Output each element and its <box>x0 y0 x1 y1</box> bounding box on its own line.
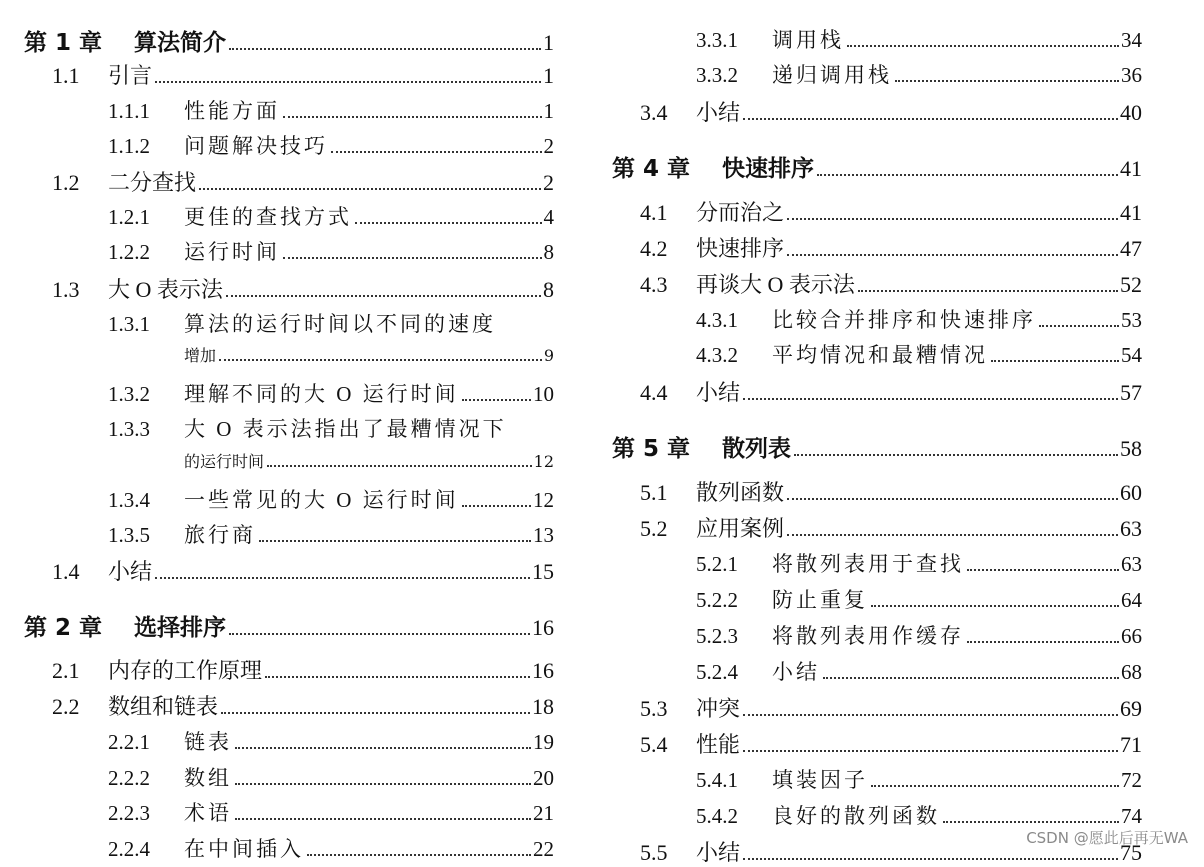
toc-title: 小结 <box>696 100 741 125</box>
dot-leader <box>743 750 1118 752</box>
toc-page-number: 8 <box>543 277 554 302</box>
toc-entry <box>612 24 1142 54</box>
toc-number: 1.3.5 <box>108 523 150 547</box>
toc-entry <box>612 476 1142 507</box>
toc-number: 3.4 <box>640 100 668 125</box>
toc-entry <box>612 656 1142 686</box>
toc-number: 第 5 章 <box>612 436 691 462</box>
toc-number: 2.1 <box>52 658 80 683</box>
toc-entry <box>612 150 1142 183</box>
dot-leader <box>743 118 1118 120</box>
toc-number: 5.4.1 <box>696 768 738 792</box>
toc-number: 1.2.1 <box>108 205 150 229</box>
toc-title: 快速排序 <box>696 236 785 261</box>
toc-entry <box>612 800 1142 830</box>
toc-title: 数组和链表 <box>108 694 219 719</box>
toc-entry <box>612 304 1142 334</box>
toc-number: 1.3 <box>52 277 80 302</box>
toc-page-number: 58 <box>1120 436 1142 461</box>
toc-number: 1.3.3 <box>108 417 150 441</box>
toc-entry <box>24 609 554 642</box>
dot-leader <box>967 641 1119 643</box>
toc-page-number: 21 <box>533 801 554 825</box>
dot-leader <box>221 712 530 714</box>
toc-number: 5.2 <box>640 516 668 541</box>
dot-leader <box>155 81 541 83</box>
dot-leader <box>199 188 541 190</box>
toc-entry <box>24 130 554 160</box>
toc-title: 再谈大 O 表示法 <box>696 272 855 297</box>
dot-leader <box>871 785 1119 787</box>
toc-title: 比较合并排序和快速排序 <box>772 308 1036 332</box>
dot-leader <box>794 454 1118 456</box>
toc-page-number: 75 <box>1120 840 1142 865</box>
toc-page-number: 15 <box>532 559 554 584</box>
toc-title: 将散列表用于查找 <box>772 552 964 576</box>
toc-entry <box>24 236 554 266</box>
toc-number: 2.2.3 <box>108 801 150 825</box>
toc-entry <box>24 555 554 586</box>
toc-number: 5.4.2 <box>696 804 738 828</box>
toc-title: 快速排序 <box>722 156 814 182</box>
dot-leader <box>462 399 531 401</box>
toc-title: 旅行商 <box>184 523 256 547</box>
toc-page-number: 69 <box>1120 696 1142 721</box>
toc-title: 填装因子 <box>772 768 868 792</box>
toc-title: 在中间插入 <box>184 837 304 861</box>
toc-entry <box>612 339 1142 369</box>
toc-number: 5.2.3 <box>696 624 738 648</box>
toc-title: 链表 <box>184 730 232 754</box>
toc-title: 运行时间 <box>184 240 280 264</box>
dot-leader <box>858 290 1118 292</box>
dot-leader <box>283 116 542 118</box>
toc-entry <box>612 548 1142 578</box>
toc-title: 小结 <box>108 559 153 584</box>
toc-page-number: 2 <box>543 134 554 158</box>
toc-title: 大 O 表示法 <box>108 277 223 302</box>
dot-leader <box>235 747 531 749</box>
toc-title: 二分查找 <box>108 170 197 195</box>
toc-page-number: 8 <box>543 240 554 264</box>
toc-title: 术语 <box>184 801 232 825</box>
toc-entry <box>24 654 554 685</box>
toc-entry <box>612 376 1142 407</box>
toc-number: 4.3.2 <box>696 343 738 367</box>
dot-leader <box>743 714 1118 716</box>
toc-entry <box>24 484 554 514</box>
toc-page-number: 47 <box>1120 236 1142 261</box>
toc-entry <box>24 59 554 90</box>
toc-page-number: 57 <box>1120 380 1142 405</box>
dot-leader <box>355 222 542 224</box>
toc-entry <box>612 764 1142 794</box>
toc-page-number: 20 <box>533 766 554 790</box>
dot-leader <box>155 577 530 579</box>
toc-entry <box>612 728 1142 759</box>
toc-page-number: 74 <box>1121 804 1142 828</box>
dot-leader <box>235 818 531 820</box>
toc-number: 1.1.2 <box>108 134 150 158</box>
toc-page-number: 71 <box>1120 732 1142 757</box>
dot-leader <box>943 821 1119 823</box>
toc-title: 算法简介 <box>134 30 226 56</box>
toc-title: 应用案例 <box>696 516 785 541</box>
dot-leader <box>226 295 541 297</box>
dot-leader <box>991 360 1119 362</box>
toc-number: 第 4 章 <box>612 156 691 182</box>
dot-leader <box>743 398 1118 400</box>
toc-title: 调用栈 <box>772 28 844 52</box>
dot-leader <box>823 677 1119 679</box>
toc-page-number: 18 <box>532 694 554 719</box>
toc-page-number: 41 <box>1120 200 1142 225</box>
toc-number: 4.2 <box>640 236 668 261</box>
toc-entry <box>24 797 554 827</box>
dot-leader <box>787 498 1118 500</box>
toc-page-number: 16 <box>532 615 554 640</box>
toc-number: 4.3.1 <box>696 308 738 332</box>
toc-entry <box>612 512 1142 543</box>
toc-title: 的运行时间 <box>184 452 265 471</box>
toc-number: 5.4 <box>640 732 668 757</box>
dot-leader <box>283 257 542 259</box>
toc-number: 2.2.1 <box>108 730 150 754</box>
toc-page-number: 1 <box>543 30 554 55</box>
toc-entry <box>612 430 1142 463</box>
toc-number: 5.2.4 <box>696 660 738 684</box>
toc-page-number: 19 <box>533 730 554 754</box>
toc-page-number: 16 <box>532 658 554 683</box>
toc-page-number: 54 <box>1121 343 1142 367</box>
toc-title: 小结 <box>696 380 741 405</box>
toc-page-number: 36 <box>1121 63 1142 87</box>
dot-leader <box>787 218 1118 220</box>
toc-title: 小结 <box>772 660 820 684</box>
toc-entry <box>612 59 1142 89</box>
dot-leader <box>871 605 1119 607</box>
toc-title: 良好的散列函数 <box>772 804 940 828</box>
toc-title: 选择排序 <box>134 615 226 641</box>
toc-number: 1.2.2 <box>108 240 150 264</box>
toc-number: 3.3.2 <box>696 63 738 87</box>
toc-number: 第 2 章 <box>24 615 103 641</box>
toc-number: 1.3.1 <box>108 312 150 336</box>
toc-page-number: 13 <box>533 523 554 547</box>
toc-entry <box>24 24 554 57</box>
toc-entry <box>24 519 554 549</box>
toc-number: 1.1 <box>52 63 80 88</box>
toc-title: 问题解决技巧 <box>184 134 328 158</box>
dot-leader <box>259 540 531 542</box>
toc-entry <box>612 584 1142 614</box>
toc-page-number: 63 <box>1121 552 1142 576</box>
toc-page-number: 41 <box>1120 156 1142 181</box>
toc-entry <box>612 96 1142 127</box>
toc-number: 1.1.1 <box>108 99 150 123</box>
toc-page-number: 40 <box>1120 100 1142 125</box>
toc-entry <box>24 413 554 443</box>
toc-entry <box>24 308 554 338</box>
toc-title: 将散列表用作缓存 <box>772 624 964 648</box>
toc-number: 4.1 <box>640 200 668 225</box>
toc-page-number: 12 <box>533 452 554 471</box>
toc-title: 平均情况和最糟情况 <box>772 343 988 367</box>
toc-title: 大 O 表示法指出了最糟情况下 <box>184 417 507 441</box>
toc-entry <box>24 690 554 721</box>
toc-entry <box>24 95 554 125</box>
toc-entry <box>612 196 1142 227</box>
toc-entry <box>612 620 1142 650</box>
dot-leader <box>265 676 530 678</box>
toc-title: 散列表 <box>722 436 791 462</box>
dot-leader <box>817 174 1118 176</box>
toc-page-number: 66 <box>1121 624 1142 648</box>
toc-page-number: 12 <box>533 488 554 512</box>
dot-leader <box>462 505 531 507</box>
dot-leader <box>267 465 532 467</box>
toc-number: 5.5 <box>640 840 668 865</box>
toc-number: 2.2 <box>52 694 80 719</box>
dot-leader <box>235 783 531 785</box>
dot-leader <box>967 569 1119 571</box>
toc-page-number: 68 <box>1121 660 1142 684</box>
watermark: CSDN @愿此后再无WA <box>1026 829 1188 847</box>
dot-leader <box>787 534 1118 536</box>
toc-page-number: 60 <box>1120 480 1142 505</box>
toc-entry <box>612 268 1142 299</box>
toc-title: 递归调用栈 <box>772 63 892 87</box>
toc-number: 2.2.2 <box>108 766 150 790</box>
toc-entry <box>24 201 554 231</box>
toc-title: 更佳的查找方式 <box>184 205 352 229</box>
dot-leader <box>331 151 542 153</box>
toc-number: 5.2.1 <box>696 552 738 576</box>
toc-title: 性能 <box>696 732 741 757</box>
toc-title: 散列函数 <box>696 480 785 505</box>
toc-number: 第 1 章 <box>24 30 103 56</box>
toc-entry <box>24 273 554 304</box>
toc-title: 性能方面 <box>184 99 280 123</box>
toc-entry <box>24 762 554 792</box>
toc-number: 2.2.4 <box>108 837 150 861</box>
toc-entry <box>612 232 1142 263</box>
toc-number: 5.3 <box>640 696 668 721</box>
toc-page-number: 64 <box>1121 588 1142 612</box>
toc-number: 1.3.2 <box>108 382 150 406</box>
toc-title: 内存的工作原理 <box>108 658 263 683</box>
toc-number: 4.4 <box>640 380 668 405</box>
toc-entry <box>24 166 554 197</box>
toc-title: 小结 <box>696 840 741 865</box>
toc-page-number: 52 <box>1120 272 1142 297</box>
toc-entry <box>24 449 554 473</box>
toc-entry <box>24 833 554 863</box>
dot-leader <box>895 80 1119 82</box>
dot-leader <box>787 254 1118 256</box>
toc-number: 5.2.2 <box>696 588 738 612</box>
toc-page-number: 63 <box>1120 516 1142 541</box>
dot-leader <box>847 45 1119 47</box>
toc-title: 防止重复 <box>772 588 868 612</box>
toc-number: 1.3.4 <box>108 488 150 512</box>
toc-entry <box>24 343 554 367</box>
toc-title: 分而治之 <box>696 200 785 225</box>
toc-title: 冲突 <box>696 696 741 721</box>
toc-title: 增加 <box>184 346 217 365</box>
toc-title: 理解不同的大 O 运行时间 <box>184 382 459 406</box>
toc-title: 引言 <box>108 63 153 88</box>
toc-entry <box>24 726 554 756</box>
toc-page-number: 53 <box>1121 308 1142 332</box>
toc-page-number: 9 <box>543 346 554 365</box>
dot-leader <box>229 633 530 635</box>
toc-entry <box>612 692 1142 723</box>
dot-leader <box>229 48 541 50</box>
toc-number: 5.1 <box>640 480 668 505</box>
toc-title: 一些常见的大 O 运行时间 <box>184 488 459 512</box>
toc-title: 数组 <box>184 766 232 790</box>
toc-page-number: 1 <box>543 63 554 88</box>
toc-title: 算法的运行时间以不同的速度 <box>184 312 496 336</box>
toc-page-number: 4 <box>543 205 554 229</box>
toc-entry <box>24 378 554 408</box>
toc-number: 1.4 <box>52 559 80 584</box>
dot-leader <box>219 359 542 361</box>
toc-page-number: 10 <box>533 382 554 406</box>
toc-page-number: 2 <box>543 170 554 195</box>
toc-number: 3.3.1 <box>696 28 738 52</box>
toc-page-number: 1 <box>543 99 554 123</box>
dot-leader <box>1039 325 1119 327</box>
toc-number: 4.3 <box>640 272 668 297</box>
toc-page-number: 22 <box>533 837 554 861</box>
dot-leader <box>307 854 531 856</box>
toc-page-number: 72 <box>1121 768 1142 792</box>
toc-page-number: 34 <box>1121 28 1142 52</box>
toc-number: 1.2 <box>52 170 80 195</box>
